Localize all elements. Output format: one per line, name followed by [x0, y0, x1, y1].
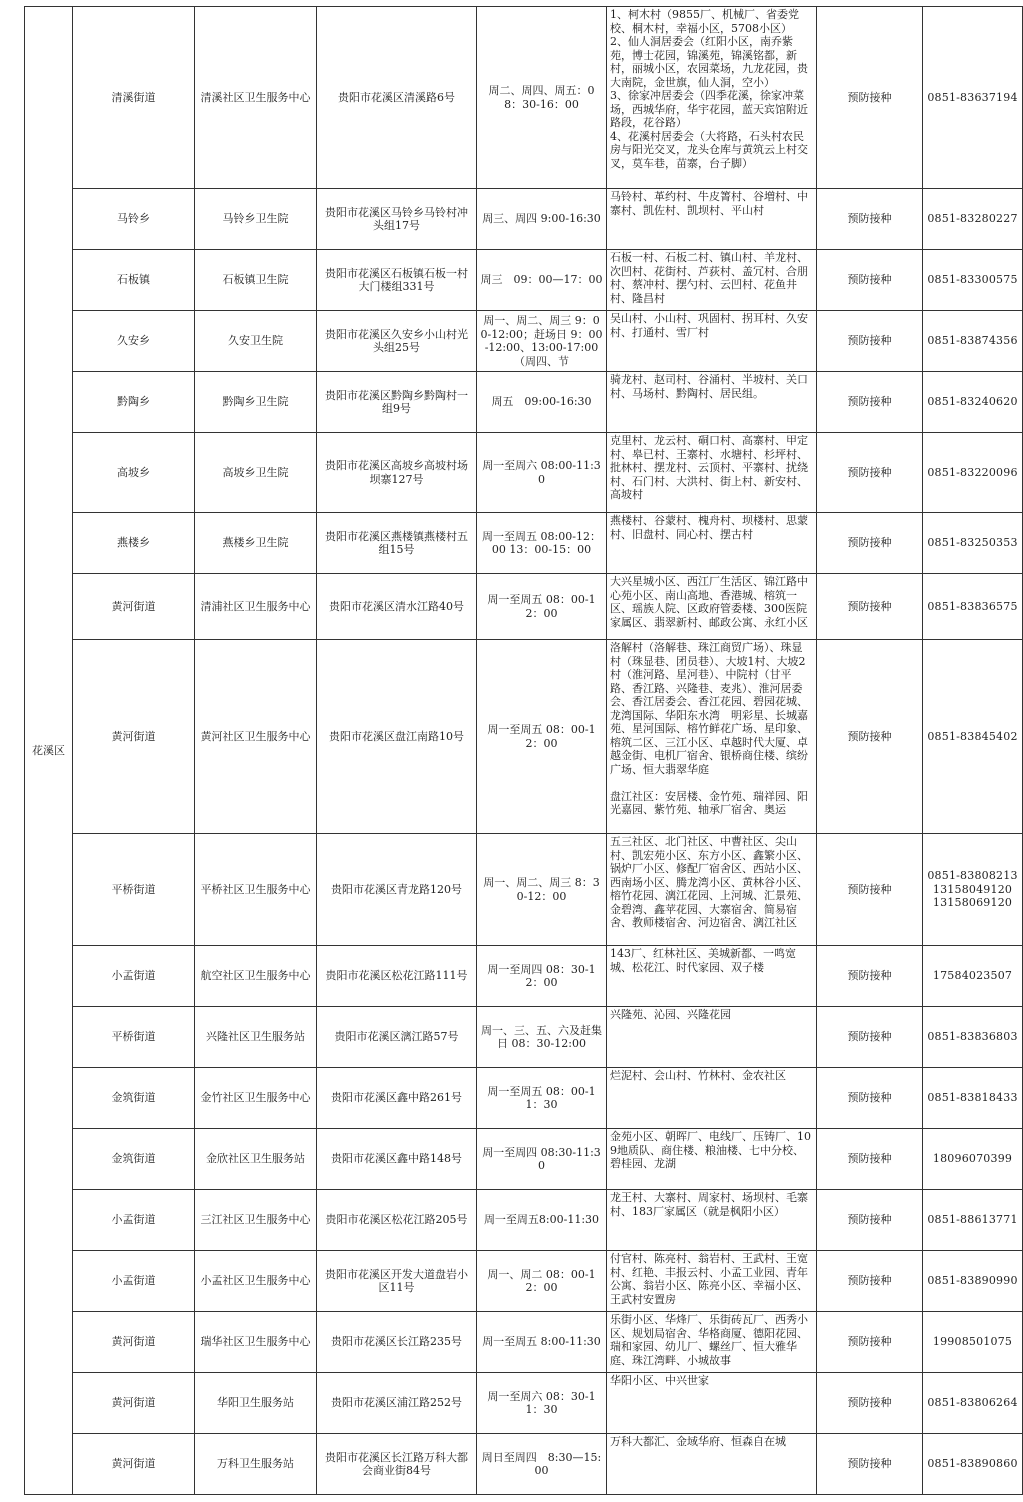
phone-number: 0851-83637194 [927, 90, 1018, 104]
phone-cell [923, 1068, 1023, 1129]
area-text: 1、柯木村（9855厂、机械厂、省委党校、桐木村，幸福小区，5708小区） 2、仙人洞居委会（红阳小区，南乔紫苑，博士花园，锦溪苑，锦溪铭都，新村，丽城小区，农园菜场，九龙花园，贵大南院，金世旗，仙人洞，空小） 3、徐家冲居委会（四季花溪，徐家冲菜场，西城华府，华宇花园，蓝天宾馆附近路段，花谷路） 4、花溪村居委会（大将路，石头村农民房与阳光交叉，龙头仓库与黄筑云上村交叉，莫车巷，苗寨，台子脚） [610, 8, 808, 170]
address-cell: 贵阳市花溪区清溪路6号 [317, 7, 477, 189]
area-text: 五三社区、北门社区、中曹社区、尖山村、凯宏苑小区、东方小区、鑫繁小区、锅炉厂小区、修配厂宿舍区、西站小区、西南场小区、腾龙湾小区、黄林谷小区、榕竹花园、漓江花园、上河城、汇景苑、金碧湾、鑫苹花园、大寨宿舍、简易宿舍、教师楼宿舍、河边宿舍、漓江社区 [610, 835, 808, 929]
area-text: 大兴星城小区、西江厂生活区、锦江路中心苑小区、南山高地、香港城、榕筑一区、瑶族人院、区政府管委楼、300医院家属区、翡翠新村、邮政公寓、永红小区 [610, 575, 808, 629]
area-text: 兴隆苑、沁园、兴隆花园 [610, 1008, 731, 1021]
service-cell: 预防接种 [817, 250, 923, 311]
area-text: 马铃村、革约村、牛皮箐村、谷増村、中寨村、凯佐村、凯坝村、平山村 [610, 190, 808, 217]
phone-cell [923, 7, 1023, 189]
vaccination-schedule-table [24, 6, 1023, 1495]
area-cell [607, 433, 817, 513]
hours-cell: 周一、周二、周三 9：00-12:00；赶场日 9：00-12:00、13:00-17:00（周四、节 [477, 311, 607, 372]
area-text: 燕楼村、谷蒙村、槐舟村、坝楼村、思蒙村、旧盘村、同心村、摆古村 [610, 514, 808, 541]
phone-cell [923, 1373, 1023, 1434]
table-row [25, 1434, 1023, 1495]
hours-cell: 周一至周四 08：30-12：00 [477, 946, 607, 1007]
table-row [25, 250, 1023, 311]
service-cell: 预防接种 [817, 1312, 923, 1373]
address-cell: 贵阳市花溪区松花江路111号 [317, 946, 477, 1007]
phone-number: 0851-83240620 [927, 395, 1018, 409]
address-cell: 贵阳市花溪区开发大道盘岩小区11号 [317, 1251, 477, 1312]
address-cell: 贵阳市花溪区清水江路40号 [317, 574, 477, 640]
district-cell: 花溪区 [25, 7, 73, 1495]
area-cell [607, 1007, 817, 1068]
table-row [25, 513, 1023, 574]
area-cell [607, 1068, 817, 1129]
facility-cell: 清浦社区卫生服务中心 [195, 574, 317, 640]
service-cell: 预防接种 [817, 1068, 923, 1129]
table-row [25, 311, 1023, 372]
hours-cell: 周一至周五 08：00-11：30 [477, 1068, 607, 1129]
facility-cell: 万科卫生服务站 [195, 1434, 317, 1495]
phone-cell [923, 1434, 1023, 1495]
hours-cell: 周一、周二、周三 8：30-12：00 [477, 834, 607, 946]
street-cell: 金筑街道 [73, 1129, 195, 1190]
table-row [25, 1129, 1023, 1190]
street-cell: 金筑街道 [73, 1068, 195, 1129]
table-row [25, 189, 1023, 250]
facility-cell: 高坡乡卫生院 [195, 433, 317, 513]
phone-number: 0851-83220096 [927, 465, 1018, 479]
facility-cell: 平桥社区卫生服务中心 [195, 834, 317, 946]
phone-cell [923, 250, 1023, 311]
street-cell: 小孟街道 [73, 1190, 195, 1251]
area-text: 143厂、红林社区、美城新都、一鸣宽城、松花江、时代家园、双子楼 [610, 947, 796, 974]
address-cell: 贵阳市花溪区青龙路120号 [317, 834, 477, 946]
street-cell: 小孟街道 [73, 1251, 195, 1312]
area-text: 华阳小区、中兴世家 [610, 1374, 709, 1387]
phone-cell [923, 1007, 1023, 1068]
service-cell: 预防接种 [817, 1007, 923, 1068]
area-text: 石板一村、石板二村、镇山村、羊龙村、次凹村、花街村、芦荻村、盖冗村、合朋村、蔡冲村、摆勺村、云凹村、花鱼井村、隆昌村 [610, 251, 808, 305]
address-cell: 贵阳市花溪区燕楼镇燕楼村五组15号 [317, 513, 477, 574]
facility-cell: 金竹社区卫生服务中心 [195, 1068, 317, 1129]
hours-cell: 周三、周四 9:00-16:30 [477, 189, 607, 250]
table-row [25, 1068, 1023, 1129]
area-text: 乐街小区、华烽厂、乐街砖瓦厂、西秀小区、规划局宿舍、华格商厦、德阳花园、瑞和家园、幼儿厂、螺丝厂、恒大雅华庭、珠江湾畔、小城故事 [610, 1313, 808, 1367]
facility-cell: 久安卫生院 [195, 311, 317, 372]
service-cell: 预防接种 [817, 7, 923, 189]
table-row [25, 372, 1023, 433]
phone-number: 0851-88613771 [927, 1213, 1018, 1227]
hours-cell: 周日至周四 8:30—15:00 [477, 1434, 607, 1495]
phone-cell [923, 433, 1023, 513]
address-cell: 贵阳市花溪区黔陶乡黔陶村一组9号 [317, 372, 477, 433]
area-text: 烂泥村、会山村、竹林村、金农社区 [610, 1069, 786, 1082]
phone-number: 0851-83836575 [927, 599, 1018, 613]
facility-cell: 燕楼乡卫生院 [195, 513, 317, 574]
phone-cell [923, 1129, 1023, 1190]
street-cell: 石板镇 [73, 250, 195, 311]
hours-cell: 周一、周二 08：00-12：00 [477, 1251, 607, 1312]
street-cell: 黄河街道 [73, 574, 195, 640]
phone-number: 0851-83250353 [927, 536, 1018, 550]
hours-cell: 周五 09:00-16:30 [477, 372, 607, 433]
hours-cell: 周一、三、五、六及赶集日 08：30-12:00 [477, 1007, 607, 1068]
phone-cell [923, 513, 1023, 574]
phone-cell [923, 311, 1023, 372]
area-text: 骑龙村、赵司村、谷涌村、半坡村、关口村、马场村、黔陶村、居民组。 [610, 373, 808, 400]
area-text: 吴山村、小山村、巩固村、拐耳村、久安村、打通村、雪厂村 [610, 312, 808, 339]
facility-cell: 华阳卫生服务站 [195, 1373, 317, 1434]
street-cell: 黔陶乡 [73, 372, 195, 433]
street-cell: 久安乡 [73, 311, 195, 372]
phone-number: 0851-83280227 [927, 212, 1018, 226]
address-cell: 贵阳市花溪区长江路235号 [317, 1312, 477, 1373]
street-cell: 清溪街道 [73, 7, 195, 189]
phone-cell [923, 372, 1023, 433]
table-row [25, 834, 1023, 946]
street-cell: 高坡乡 [73, 433, 195, 513]
area-cell [607, 574, 817, 640]
area-text: 洛解村（洛解巷、珠江商贸广场）、珠显村（珠显巷、团员巷）、大坡1村、大坡2村（淮河路、星河巷）、中院村（甘平路、香江路、兴隆巷、麦兆）、淮河居委会、香江居委会、香江花园、碧园花城、龙湾国际、华阳东水湾 明彩星、长城嘉苑、星河国际、榕竹鲜花广场、星印象、榕筑二区、三江小区、卓越时代大厦、卓越金街、电机厂宿舍、银桥商住楼、缤纷广场、恒大翡翠华庭 盘江社区：安居楼、金竹苑、瑞祥园、阳光嘉园、紫竹苑、轴承厂宿舍、奥运 [610, 641, 808, 816]
table-row [25, 1312, 1023, 1373]
facility-cell: 黄河社区卫生服务中心 [195, 640, 317, 834]
hours-cell: 周一至周五 08:00-12：00 13：00-15：00 [477, 513, 607, 574]
facility-cell: 三江社区卫生服务中心 [195, 1190, 317, 1251]
table-row [25, 1373, 1023, 1434]
area-text: 金苑小区、朝晖厂、电线厂、压铸厂、109地质队、商住楼、粮油楼、七中分校、碧桂园、龙湖 [610, 1130, 811, 1170]
address-cell: 贵阳市花溪区浦江路252号 [317, 1373, 477, 1434]
area-cell [607, 372, 817, 433]
street-cell: 黄河街道 [73, 640, 195, 834]
address-cell: 贵阳市花溪区高坡乡高坡村场坝寨127号 [317, 433, 477, 513]
table-row [25, 1007, 1023, 1068]
phone-cell [923, 640, 1023, 834]
table-row [25, 946, 1023, 1007]
area-cell [607, 189, 817, 250]
table-row [25, 433, 1023, 513]
area-cell [607, 311, 817, 372]
street-cell: 黄河街道 [73, 1312, 195, 1373]
phone-number: 0851-83890990 [927, 1274, 1018, 1288]
phone-number: 17584023507 [932, 969, 1013, 983]
service-cell: 预防接种 [817, 513, 923, 574]
area-cell [607, 1312, 817, 1373]
hours-cell: 周二、周四、周五：08：30-16：00 [477, 7, 607, 189]
facility-cell: 瑞华社区卫生服务中心 [195, 1312, 317, 1373]
phone-number: 0851-83845402 [927, 729, 1018, 743]
street-cell: 平桥街道 [73, 1007, 195, 1068]
hours-cell: 周一至周五 8:00-11:30 [477, 1312, 607, 1373]
phone-number: 0851-83806264 [927, 1396, 1018, 1410]
area-cell [607, 1129, 817, 1190]
table-body [25, 7, 1023, 1495]
service-cell: 预防接种 [817, 1434, 923, 1495]
area-cell [607, 7, 817, 189]
address-cell: 贵阳市花溪区长江路万科大都会商业街84号 [317, 1434, 477, 1495]
phone-number: 0851-83818433 [927, 1091, 1018, 1105]
hours-cell: 周一至周五 08：00-12：00 [477, 574, 607, 640]
address-cell: 贵阳市花溪区盘江南路10号 [317, 640, 477, 834]
area-cell [607, 834, 817, 946]
facility-cell: 清溪社区卫生服务中心 [195, 7, 317, 189]
phone-number: 0851-83890860 [927, 1457, 1018, 1471]
service-cell: 预防接种 [817, 372, 923, 433]
area-text: 龙王村、大寨村、周家村、场坝村、毛寨村、183厂家属区（就是枫阳小区） [610, 1191, 808, 1218]
facility-cell: 兴隆社区卫生服务站 [195, 1007, 317, 1068]
service-cell: 预防接种 [817, 574, 923, 640]
facility-cell: 马铃乡卫生院 [195, 189, 317, 250]
area-cell [607, 1434, 817, 1495]
facility-cell: 金欣社区卫生服务站 [195, 1129, 317, 1190]
service-cell: 预防接种 [817, 433, 923, 513]
street-cell: 黄河街道 [73, 1373, 195, 1434]
service-cell: 预防接种 [817, 1373, 923, 1434]
address-cell: 贵阳市花溪区松花江路205号 [317, 1190, 477, 1251]
area-cell [607, 1190, 817, 1251]
phone-number: 0851-83808213 [927, 869, 1018, 883]
phone-cell [923, 574, 1023, 640]
hours-cell: 周一至周四 08:30-11:30 [477, 1129, 607, 1190]
table-row [25, 7, 1023, 189]
area-cell [607, 946, 817, 1007]
phone-number: 0851-83300575 [927, 273, 1018, 287]
phone-number: 19908501075 [932, 1335, 1013, 1349]
facility-cell: 航空社区卫生服务中心 [195, 946, 317, 1007]
area-text: 克里村、龙云村、硐口村、高寨村、甲定村、皋已村、王寨村、水塘村、杉坪村、批林村、摆龙村、云顶村、平寨村、扰绕村、石门村、大洪村、街上村、新安村、高坡村 [610, 434, 808, 501]
street-cell: 黄河街道 [73, 1434, 195, 1495]
facility-cell: 小孟社区卫生服务中心 [195, 1251, 317, 1312]
address-cell: 贵阳市花溪区马铃乡马铃村冲头组17号 [317, 189, 477, 250]
phone-cell [923, 1190, 1023, 1251]
hours-cell: 周三 09：00—17：00 [477, 250, 607, 311]
phone-cell [923, 946, 1023, 1007]
address-cell: 贵阳市花溪区鑫中路148号 [317, 1129, 477, 1190]
street-cell: 马铃乡 [73, 189, 195, 250]
service-cell: 预防接种 [817, 946, 923, 1007]
phone-number: 13158069120 [932, 896, 1013, 910]
phone-cell [923, 1251, 1023, 1312]
street-cell: 小孟街道 [73, 946, 195, 1007]
phone-number: 13158049120 [932, 882, 1013, 896]
facility-cell: 黔陶乡卫生院 [195, 372, 317, 433]
hours-cell: 周一至周五 08：00-12：00 [477, 640, 607, 834]
table-row [25, 574, 1023, 640]
service-cell: 预防接种 [817, 834, 923, 946]
service-cell: 预防接种 [817, 1251, 923, 1312]
street-cell: 燕楼乡 [73, 513, 195, 574]
phone-number: 0851-83874356 [927, 334, 1018, 348]
facility-cell: 石板镇卫生院 [195, 250, 317, 311]
hours-cell: 周一至周五8:00-11:30 [477, 1190, 607, 1251]
area-cell [607, 250, 817, 311]
area-cell [607, 640, 817, 834]
service-cell: 预防接种 [817, 189, 923, 250]
hours-cell: 周一至周六 08:00-11:30 [477, 433, 607, 513]
address-cell: 贵阳市花溪区漓江路57号 [317, 1007, 477, 1068]
service-cell: 预防接种 [817, 1190, 923, 1251]
area-text: 万科大都汇、金域华府、恒森自在城 [610, 1435, 786, 1448]
phone-cell [923, 189, 1023, 250]
phone-number: 0851-83836803 [927, 1030, 1018, 1044]
hours-cell: 周一至周六 08：30-11：30 [477, 1373, 607, 1434]
address-cell: 贵阳市花溪区久安乡小山村光头组25号 [317, 311, 477, 372]
table-row [25, 1190, 1023, 1251]
service-cell: 预防接种 [817, 311, 923, 372]
address-cell: 贵阳市花溪区石板镇石板一村大门楼组331号 [317, 250, 477, 311]
address-cell: 贵阳市花溪区鑫中路261号 [317, 1068, 477, 1129]
area-text: 付官村、陈亮村、翁岩村、王武村、王宽村、红艳、丰报云村、小孟工业园、青年公寓、翁岩小区、陈亮小区、幸福小区、王武村安置房 [610, 1252, 808, 1306]
table-row [25, 1251, 1023, 1312]
area-cell [607, 1373, 817, 1434]
service-cell: 预防接种 [817, 1129, 923, 1190]
area-cell [607, 1251, 817, 1312]
street-cell: 平桥街道 [73, 834, 195, 946]
phone-number: 18096070399 [932, 1152, 1013, 1166]
area-cell [607, 513, 817, 574]
service-cell: 预防接种 [817, 640, 923, 834]
table-row [25, 640, 1023, 834]
phone-cell [923, 1312, 1023, 1373]
phone-cell [923, 834, 1023, 946]
